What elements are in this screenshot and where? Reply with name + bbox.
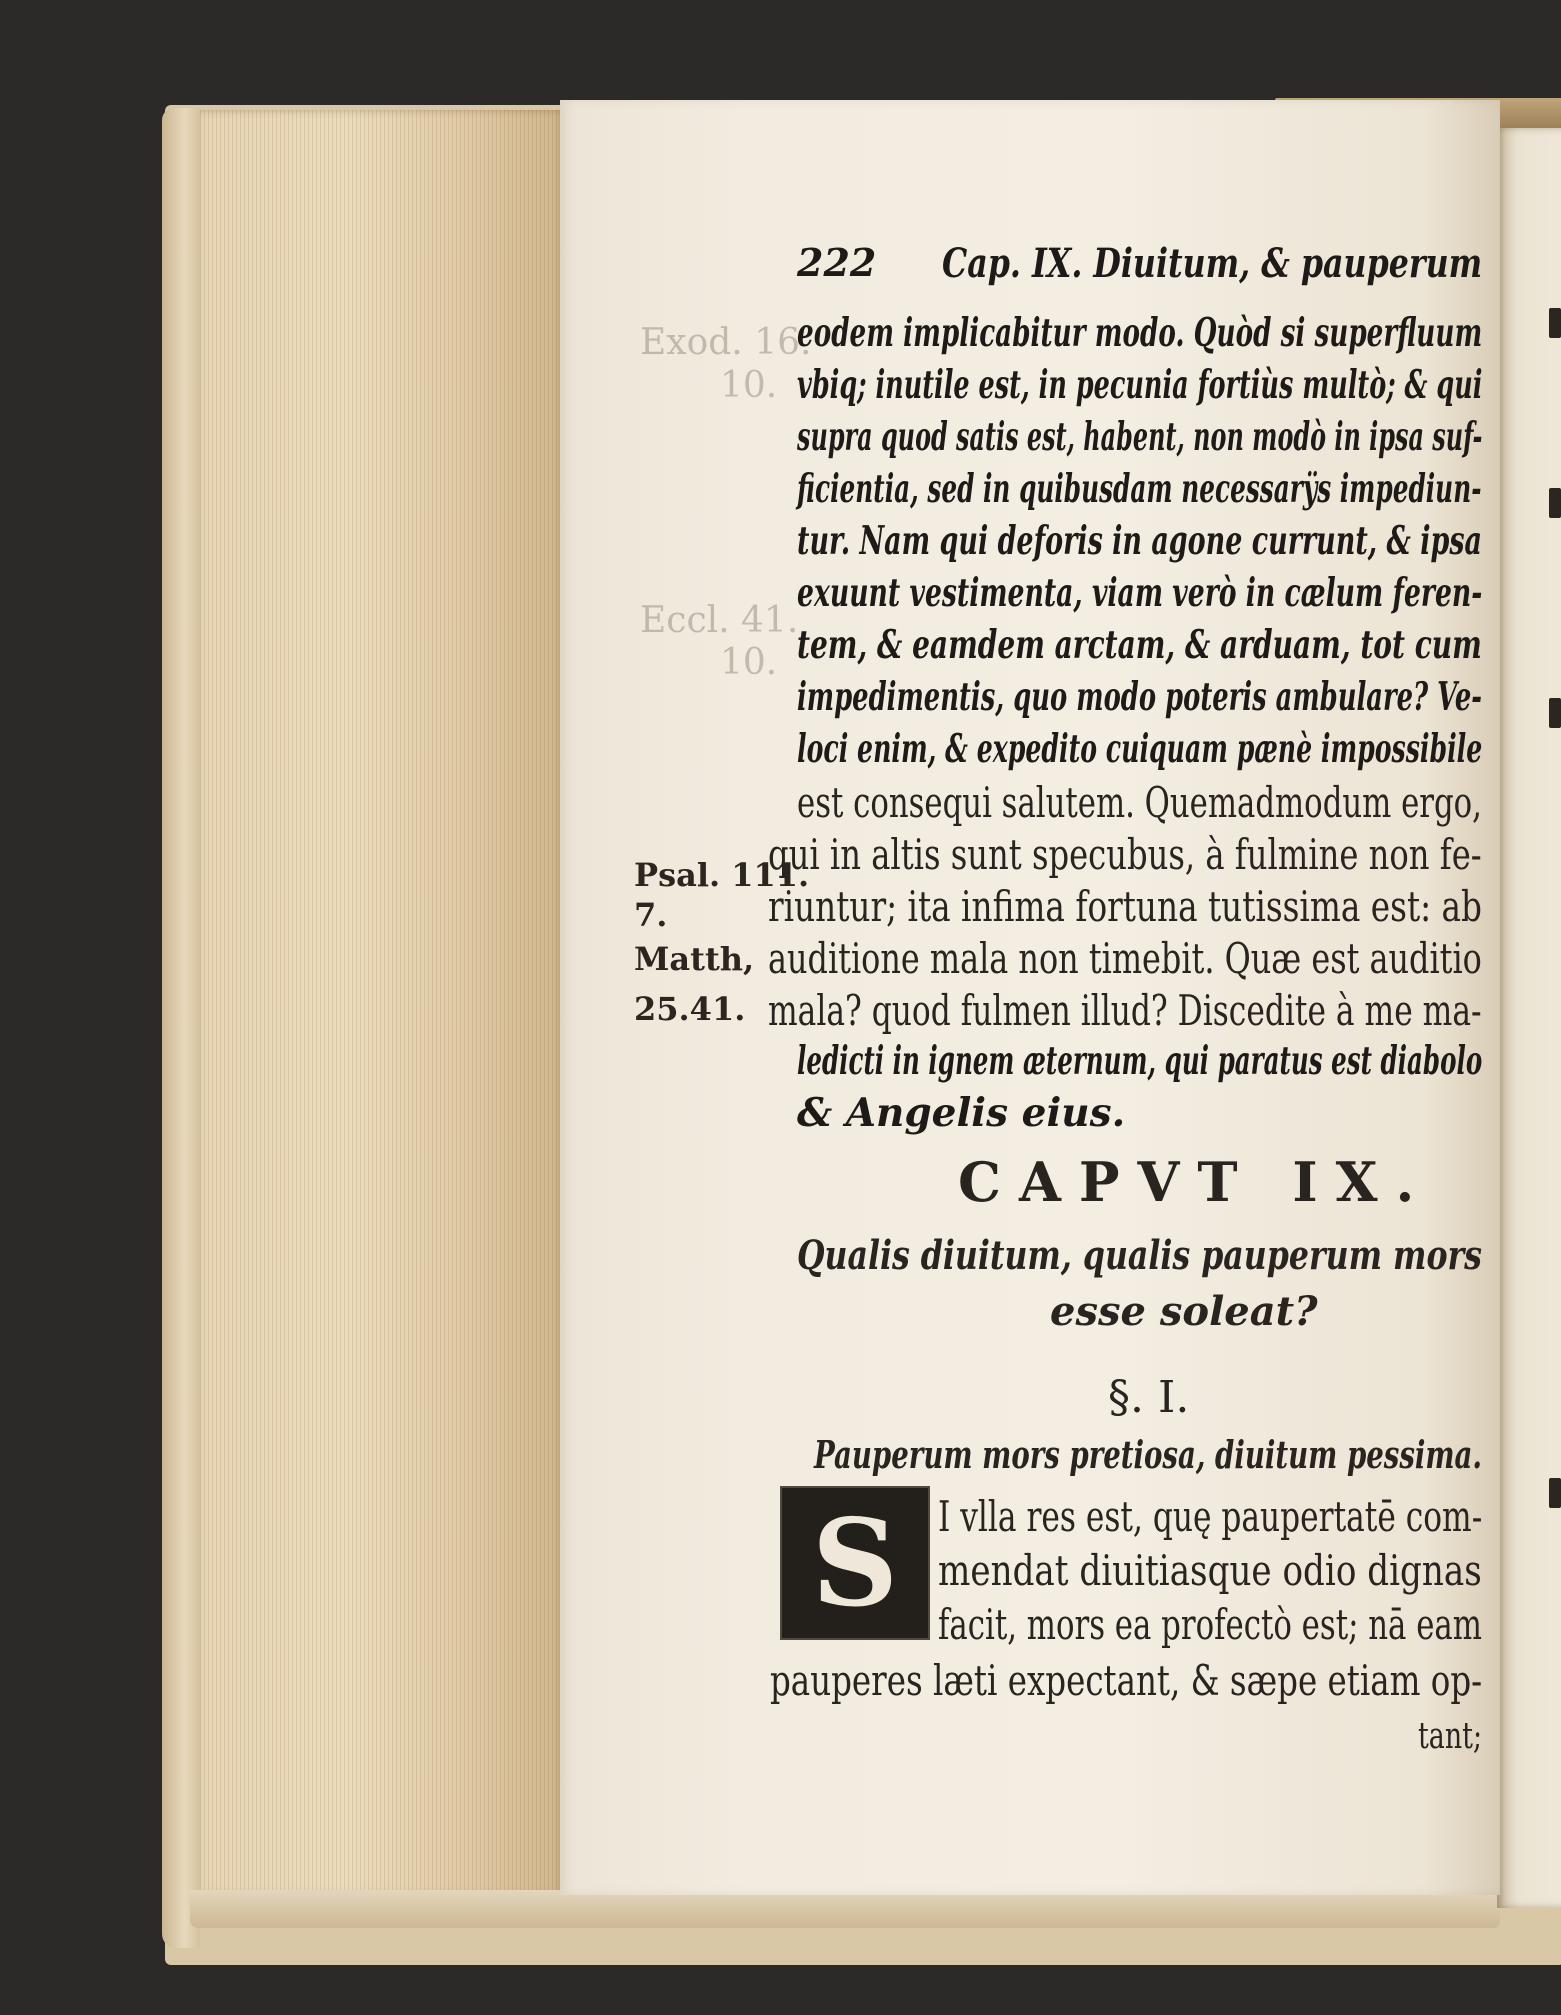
show-through-text: 10. — [720, 642, 778, 683]
page-bottom-edge — [190, 1890, 1500, 1928]
page-number: 222 — [797, 240, 877, 285]
facing-page-glyph — [1549, 308, 1561, 338]
opening-line: facit, mors ea profectò est; nā eam — [938, 1600, 1482, 1649]
cover-board — [162, 108, 200, 1948]
show-through-text: Eccl. 41. — [640, 600, 799, 641]
section-mark: §. I. — [1108, 1372, 1190, 1423]
body-line: loci enim, & expedito cuiquam pænè impossibile — [797, 726, 1483, 772]
body-line: riuntur; ita infima fortuna tutissima est: ab — [768, 882, 1482, 931]
body-line: exuunt vestimenta, viam verò in cælum feren- — [797, 570, 1483, 616]
initial-letter: S — [811, 1492, 899, 1634]
show-through-text: Exod. 16. — [640, 322, 812, 363]
margin-note: Matth, — [634, 940, 755, 978]
section-rubric: Pauperum mors pretiosa, diuitum pessima. — [814, 1432, 1483, 1477]
body-line: impedimentis, quo modo poteris ambulare? Ve- — [797, 674, 1482, 720]
book-page-edges — [200, 110, 565, 1898]
body-line: mala? quod fulmen illud? Discedite à me ma- — [768, 986, 1482, 1035]
opening-line: I vlla res est, quę paupertatē com- — [938, 1492, 1483, 1541]
body-line: supra quod satis est, habent, non modò in ipsa suf- — [797, 414, 1483, 460]
opening-line: pauperes læti expectant, & sæpe etiam op- — [770, 1656, 1483, 1705]
body-line: vbiq; inutile est, in pecunia fortiùs multò; & qui — [797, 362, 1483, 408]
body-line: ledicti in ignem æternum, qui paratus est diabolo — [797, 1038, 1483, 1084]
chapter-subtitle-line1: Qualis diuitum, qualis pauperum mors — [797, 1232, 1482, 1279]
body-line: ficientia, sed in quibusdam necessarÿs impediun- — [797, 466, 1482, 512]
chapter-subtitle-line2: esse soleat? — [1050, 1288, 1318, 1335]
body-line: auditione mala non timebit. Quæ est auditio — [768, 934, 1482, 983]
body-line: & Angelis eius. — [797, 1090, 1126, 1136]
body-line: tem, & eamdem arctam, & arduam, tot cum — [797, 622, 1482, 668]
margin-note: 7. — [634, 896, 668, 934]
body-line: qui in altis sunt specubus, à fulmine non fe- — [768, 830, 1482, 879]
facing-page-glyph — [1549, 1478, 1561, 1508]
catchword: tant; — [1418, 1716, 1483, 1757]
facing-page-glyph — [1549, 488, 1561, 518]
opening-line: mendat diuitiasque odio dignas — [938, 1546, 1482, 1595]
decorated-initial — [782, 1488, 928, 1638]
facing-page-edge — [1497, 128, 1561, 1908]
show-through-text: 10. — [720, 365, 778, 406]
body-line: est consequi salutem. Quemadmodum ergo, — [797, 778, 1482, 827]
margin-note: 25.41. — [634, 990, 746, 1028]
body-line: eodem implicabitur modo. Quòd si superfluum — [797, 310, 1483, 356]
facing-page-glyph — [1549, 698, 1561, 728]
running-head: Cap. IX. Diuitum, & pauperum — [942, 240, 1483, 287]
body-line: tur. Nam qui deforis in agone currunt, & ipsa — [797, 518, 1482, 564]
margin-note: Psal. 111. — [634, 856, 810, 894]
chapter-heading: CAPVT IX. — [958, 1150, 1433, 1214]
